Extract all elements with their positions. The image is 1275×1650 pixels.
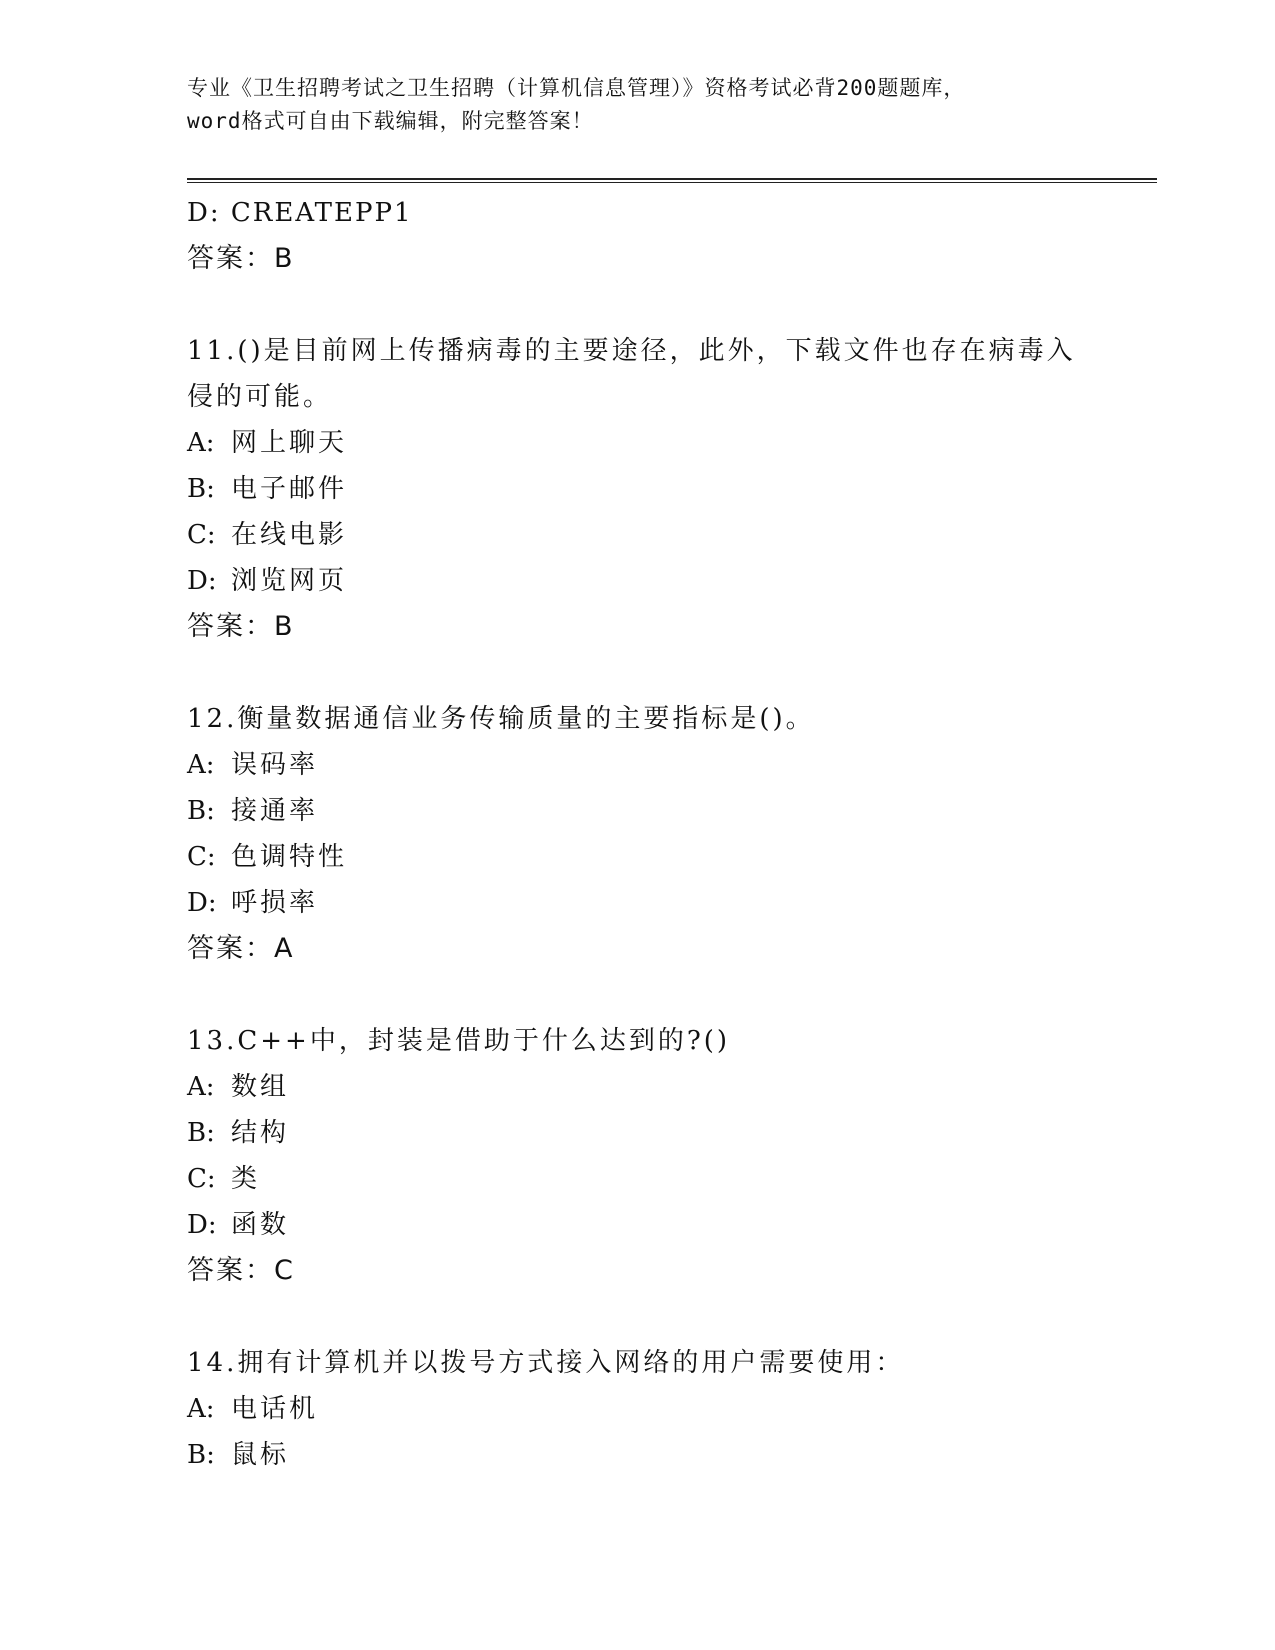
option-d-fragment: D: CREATEPP1 xyxy=(187,198,413,228)
option-c: C: 类 xyxy=(187,1164,261,1194)
option-d: D: 浏览网页 xyxy=(187,566,348,596)
option-b: B: 鼠标 xyxy=(187,1440,290,1470)
option-a: A: 电话机 xyxy=(187,1394,319,1424)
question-14 xyxy=(187,1340,1157,1478)
answer-fragment: 答案：B xyxy=(187,243,295,274)
option-d: D: 函数 xyxy=(187,1210,290,1240)
document-header xyxy=(187,72,1087,138)
option-a: A: 误码率 xyxy=(187,750,319,780)
header-line-1: 专业《卫生招聘考试之卫生招聘（计算机信息管理）》资格考试必背200题题库， xyxy=(187,76,966,100)
option-b: B: 接通率 xyxy=(187,796,319,826)
option-c: C: 色调特性 xyxy=(187,842,348,872)
question-text: 12.衡量数据通信业务传输质量的主要指标是()。 xyxy=(187,704,815,734)
question-text: 11.()是目前网上传播病毒的主要途径，此外，下载文件也存在病毒入侵的可能。 xyxy=(187,336,1076,412)
question-12 xyxy=(187,696,1157,972)
option-c: C: 在线电影 xyxy=(187,520,348,550)
option-b: B: 结构 xyxy=(187,1118,290,1148)
question-text: 13.C++中，封装是借助于什么达到的?() xyxy=(187,1026,731,1056)
option-b: B: 电子邮件 xyxy=(187,474,348,504)
question-11 xyxy=(187,328,1157,650)
answer: 答案：B xyxy=(187,611,295,642)
answer: 答案：A xyxy=(187,933,295,964)
question-list xyxy=(187,190,1157,1478)
question-13 xyxy=(187,1018,1157,1294)
question-text: 14.拥有计算机并以拨号方式接入网络的用户需要使用： xyxy=(187,1348,905,1378)
option-d: D: 呼损率 xyxy=(187,888,319,918)
header-line-2: word格式可自由下载编辑，附完整答案！ xyxy=(187,109,594,133)
header-divider xyxy=(187,178,1157,183)
option-a: A: 数组 xyxy=(187,1072,290,1102)
answer: 答案：C xyxy=(187,1255,295,1286)
option-a: A: 网上聊天 xyxy=(187,428,348,458)
